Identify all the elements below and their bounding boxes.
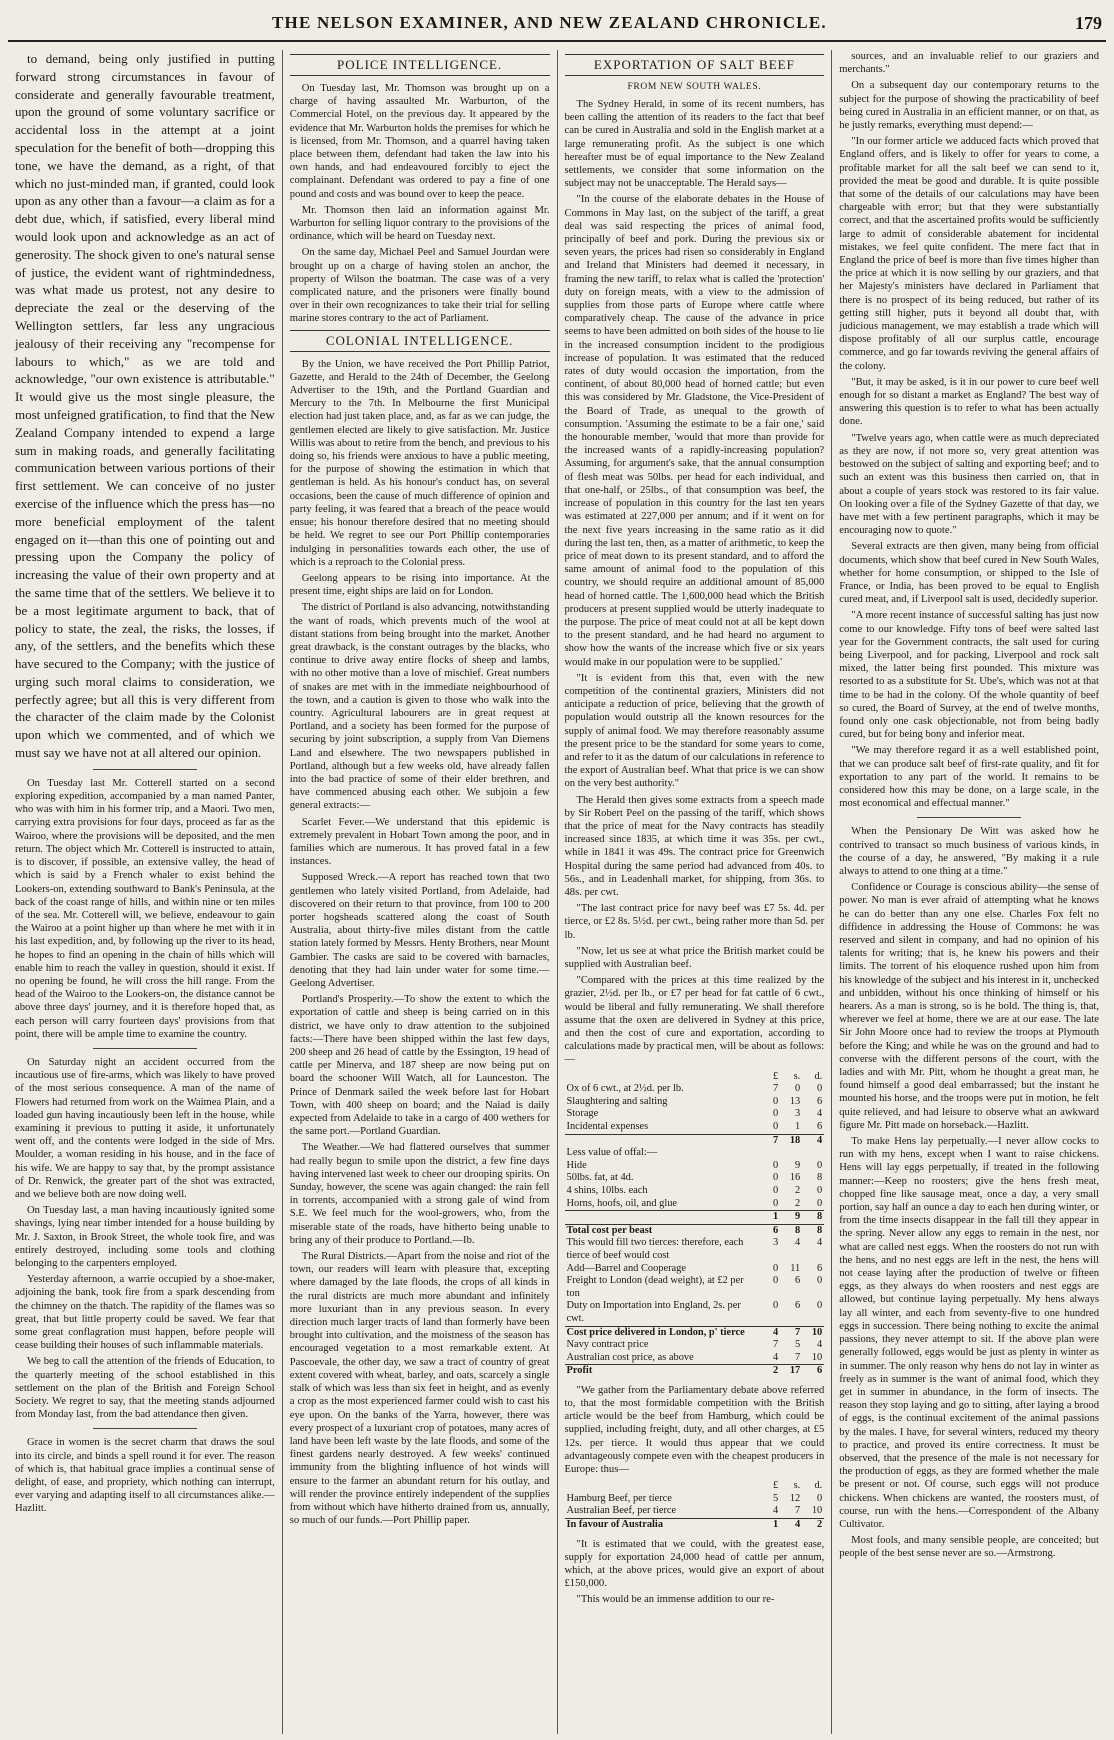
section-subheading: FROM NEW SOUTH WALES.	[627, 82, 762, 92]
amount-cell: 6	[817, 1095, 823, 1107]
row-label: Incidental expenses	[566, 1121, 649, 1132]
quote-paragraph: "In the course of the elaborate debates in the House of Commons in May last, on the subject of the tariff, a great deal was said respecting the prices of animal food, principally of beef and pork. During the previous six or seven years, the prices had risen so considerably in England and Ireland that Ministers had deemed it necessary, in framing the new tariff, to relax what is called the 'protection' duty on foreign meats, with a view to the admission of supplies from those parts of Europe where cattle where comparatively cheap. The cause of the advance in price seems to have been admitted on both sides of the house to lie in the increased consumption incident to the prodigious increase of population. It was estimated that the reduced rates of duty would occasion the importation, from the continent, of about 80,000 head of horned cattle; but even this was considered by Mr. Gladstone, the Vice-President of the Board of Trade, as unequal to the growth of consumption. 'Assuming the estimate to be a fair one,' said the honourable member, 'would that more than provide for the increased wants of a rapidly-increasing population? Assuming, for argument's sake, that the annual consumption of flesh meat was 50lbs. per head for each individual, and that one-half, or 25lbs., of that consumption was beef, the increase of population in this country for the last ten years was estimated at 227,000 per annum; and if it went on for the next five years increasing in the same ratio as it did during the last ten, then, as a matter of arithmetic, to keep the price of meat down to its present standard, and to afford the same amount of animal food to the population of this country, we should require an additional amount of 85,000 head of horned cattle. The 1,600,000 head which the British producers at present supplied would be utterly inadequate to the purpose. The price of meat could not at all be kept down to the present standard, and he had heard no argument to show how the wants of the increase which five or six years would make in our population were to be supplied.'	[564, 194, 825, 668]
table-row	[565, 1505, 825, 1518]
row-label: Profit	[565, 1365, 759, 1378]
table-row	[565, 1237, 825, 1262]
table-row	[565, 1185, 825, 1198]
quote-paragraph: "We gather from the Parliamentary debate above referred to, that the most formidable competition with the British article would be the beef from Hamburg, which could be supplied, including freight, duty, and all other charges, at £5 12s. per tierce. It would thus appear that we could advantageously compete even with the cheapest producers in Europe: thus—	[564, 1384, 825, 1476]
amount-cell: 7	[758, 1134, 780, 1147]
amount-cell: 4	[802, 1134, 824, 1147]
cost-table	[565, 1071, 825, 1378]
row-label: This would fill two tierces: therefore, each tierce of beef would cost	[566, 1237, 744, 1261]
quote-paragraph: "We may therefore regard it as a well established point, that we can produce salt beef of first-rate quality, and fit for exportation to any part of the world. It remains to be considered how this may be done, on a large scale, in the most economical and effectual manner."	[839, 745, 1099, 810]
row-label: Hamburg Beef, per tierce	[566, 1492, 672, 1504]
divider	[93, 1048, 197, 1049]
amount-cell: 1	[758, 1519, 780, 1532]
row-label: Australian Beef, per tierce	[566, 1505, 677, 1517]
amount-cell: 10	[811, 1351, 823, 1363]
amount-cell: 5	[795, 1339, 801, 1351]
news-paragraph: By the Union, we have received the Port Phillip Patriot, Gazette, and Herald to the 24th of December, the Geelong Advertiser to the 19th, and the Portland Guardian and Mercury to the 7th. In Melbourne the first Municipal election had just taken place, and, as far as we can judge, the gentlemen elected are likely to give satisfaction. Mr. Justice Willis was about to retire from the bench, and previous to his doing so, his friends were anxious to have a public meeting, for the purpose of showing the estimation in which that gentleman is held. As his honour's conduct has, on several occasions, been the cause of much difference of opinion and party feeling, it was feared that a breach of the peace would ensue; his honour therefore desired that no meeting should be held. We regret to see our Port Phillip contemporaries indulging in personalities towards each other, the use of which is a reproach to the Colonial press.	[289, 358, 550, 568]
row-label: Ox of 6 cwt., at 2½d. per lb.	[566, 1083, 684, 1095]
amount-cell: 4	[817, 1237, 823, 1249]
amount-cell: 0	[773, 1300, 779, 1312]
amount-cell: 0	[773, 1197, 779, 1209]
amount-cell: 8	[802, 1211, 824, 1225]
quote-paragraph: "A more recent instance of successful salting has just now come to our knowledge. Fifty tons of beef were salted last year for the Government contracts, the salt used for curing being Liverpool, and for packing, Liverpool and rock salt mixed, the latter being first pounded. This mixture was resorted to as a substitute for St. Ube's, which was not at that time to be had in the colony. Of the whole quantity of beef so cured, the Board of Survey, at the end of twelve months, found only one cask objectionable, not from being badly cured, but for being bony and inferior meat.	[839, 610, 1099, 741]
amount-cell: 0	[817, 1184, 823, 1196]
news-paragraph: On the same day, Michael Peel and Samuel Jourdan were brought up on a charge of having stolen an anchor, the property of Wilson the boatman. The case was of a very complicated nature, and the prisoners were finally bound over in their own recognizances to take their trial for selling marine stores contrary to the act of Parliament.	[289, 247, 550, 325]
row-label: 4 shins, 10lbs. each	[566, 1184, 648, 1196]
table-row	[565, 1147, 825, 1160]
news-paragraph: On a subsequent day our contemporary returns to the subject for the purpose of showing the practicability of beef being cured in Australia in an efficient manner, or on that, as he justly remarks, everything must depend:—	[839, 80, 1099, 132]
column-4	[832, 50, 1106, 1734]
essay-paragraph: Confidence or Courage is conscious ability—the sense of power. No man is ever afraid of attempting what he knows he can do better than any one else. Charles Fox felt no diffidence in addressing the House of Commons: he was reserved and silent in company, and had no opinion of his talents for writing; that is, he knew his powers and their limits. The torrent of his eloquence rushed upon him from his knowledge of the subject and his interest in it, unchecked and unbidden, without his once thinking of himself or his hearers. As a man is strong, so is he bold. The thing is, that, wherever we feel at home, there we are at our ease. The late Sir John Moore once had to review the troops at Plymouth before the King; and while he was on the ground and had to converse with the different persons of the court, with the ladies and with Mr. Pitt, whom he thought a great man, he found himself a good deal embarrassed; but the instant he mounted his horse, and the troops were put in motion, he felt quite relieved, and had leisure to observe what an awkward figure Mr. Pitt made on horseback.—Hazlitt.	[839, 882, 1099, 1131]
news-paragraph: Yesterday afternoon, a warrie occupied by a shoe-maker, adjoining the bank, took fire from a spark descending from the chimney on the thatch. The rapidity of the flames was so great, that but little property could be saved. We fear that some great conflagration must happen, before people will cease building their houses of such inflammable materials.	[15, 1274, 275, 1352]
amount-cell: 4	[817, 1108, 823, 1120]
amount-cell: 17	[780, 1365, 802, 1378]
row-label: Duty on Importation into England, 2s. per cwt.	[566, 1300, 741, 1324]
divider	[93, 1428, 197, 1429]
row-label: Slaughtering and salting	[566, 1095, 668, 1107]
section-heading: COLONIAL INTELLIGENCE.	[290, 330, 550, 352]
amount-cell: 2	[802, 1519, 824, 1532]
amount-cell: 0	[817, 1492, 823, 1504]
row-label: Hide	[566, 1159, 587, 1171]
columns	[8, 50, 1106, 1734]
amount-cell: 6	[758, 1224, 780, 1237]
amount-cell: 0	[773, 1172, 779, 1184]
amount-cell: 0	[773, 1262, 779, 1274]
quote-paragraph: "Now, let us see at what price the British market could be supplied with Australian beef.	[564, 945, 825, 970]
amount-cell: 6	[795, 1275, 801, 1287]
amount-cell: 8	[780, 1224, 802, 1237]
amount-cell: 1	[795, 1121, 801, 1132]
amount-cell: 3	[773, 1237, 779, 1249]
amount-cell: 4	[758, 1326, 780, 1339]
amount-cell: 0	[773, 1275, 779, 1287]
table-row	[565, 1096, 825, 1109]
row-label: Total cost per beast	[565, 1224, 759, 1237]
amount-cell	[802, 1147, 824, 1160]
column-1	[8, 50, 283, 1734]
amount-cell: 18	[780, 1134, 802, 1147]
quote-paragraph: "Twelve years ago, when cattle were as much depreciated as they are now, if not more so, very great attention was bestowed on the subject of salting and exporting beef; and to such an extent was this business then carried on, that in about a couple of years stock was restored to its fair value. On looking over a file of the Sydney Gazette of that day, we have met with a few pertinent paragraphs, which it may be encouraging now to quote."	[839, 432, 1099, 537]
page-header	[8, 6, 1106, 42]
editorial-paragraph: to demand, being only justified in putting forward strong circumstances in favour of considerate and generally favourable treatment, upon the ground of some voluntary sacrifice or accidental loss in the attempt at a joint speculation for the benefit of both—dropping this tone, we have the demand, as a right, of that which no just-minded man, if granted, could look upon as any other than a favour—a claim as for a debt due, which, if satisfied, every liberal mind would look upon and acknowledge as an act of generosity. The shock given to one's natural sense of justice, the evident want of rightmindedness, was what made us protest, not any desire to depreciate the zeal or the deserving of the Wellington settlers, far less any ungracious jealousy of their receiving any "recompense for labours to which," as we are told and acknowledge, "our own existence is attributable." It would give us the most single pleasure, the most unfeigned gratification, to find that the New Zealand Company intended to expend a large sum in making roads, and generally facilitating communication between various portions of their first settlement. We can conceive of no juster exercise of the influence which the press has—no more beneficial employment of the talent engaged on it—than this one of pointing out and pressing upon the Company the policy of increasing the value of their own property and at the same time that of the settlers. We believe it to be a most legitimate argument to back, that of policy to state, the zeal, the risks, the losses, if any, of the settlers, and the benefits which these have secured to the Company; with the justice of urging such moral claims to consideration, we perfectly agree; but all this is very different from the character of the claim made by the Colonist upon which we commented, and of which we must say we have not at all altered our opinion.	[15, 51, 275, 761]
newspaper-page	[8, 6, 1106, 1734]
amount-cell: 7	[773, 1339, 779, 1351]
table-row	[565, 1121, 825, 1134]
table-row	[565, 1352, 825, 1365]
table-row	[565, 1160, 825, 1173]
news-paragraph: The Sydney Herald, in some of its recent numbers, has been calling the attention of its readers to the fact that beef can be cured in Australia and sold in the English market at a large remunerating profit. As the subject is one which hereafter must be of equal importance to the New Zealand settlements, we consider that some information on the subject may not be unacceptable. The Herald says—	[564, 99, 825, 190]
amount-cell: s.	[793, 1480, 801, 1492]
row-label: In favour of Australia	[565, 1519, 759, 1532]
amount-cell: 10	[802, 1326, 824, 1339]
news-paragraph: On Tuesday last, Mr. Thomson was brought up on a charge of having assaulted Mr. Warburton, of the Commercial Hotel, on the previous day. It appeared by the evidence that Mr. Warburton holds the premises for which he is licensed, from Mr. Thomson, and a quarrel having taken place between them, defendant had taken the law into his own hands, and had endeavoured forcibly to eject the complainant. Defendant was ordered to pay a fine of one pound and costs and was bound over to keep the peace.	[289, 83, 550, 200]
row-label: Less value of offal:—	[566, 1147, 658, 1159]
row-label: Cost price delivered in London, p' tierce	[565, 1326, 759, 1339]
amount-cell: 0	[773, 1095, 779, 1107]
amount-cell: 4	[773, 1505, 779, 1517]
news-paragraph: The Herald then gives some extracts from a speech made by Sir Robert Peel on the passing of the tariff, which shows that the price of meat for the Navy contracts has steadily increased since 1835, at which time it was 35s. per cwt., while in 1841 it was 49s. The contract price for Greenwich Hospital during the same period had advanced from 40s. to 56s., and in Leadenhall market, for shipping, from 36s. to 48s. per cwt.	[564, 794, 825, 898]
quote-paragraph: Most fools, and many sensible people, are conceited; but people of the best sense never are so.—Armstrong.	[839, 1535, 1099, 1560]
table-row	[565, 1071, 825, 1084]
row-label	[565, 1211, 759, 1225]
table-row	[565, 1083, 825, 1096]
amount-cell: 10	[811, 1505, 823, 1517]
amount-cell: 13	[789, 1095, 801, 1107]
amount-cell: 4	[773, 1351, 779, 1363]
running-title: THE NELSON EXAMINER, AND NEW ZEALAND CHRONICLE.	[272, 13, 827, 32]
amount-cell: 2	[795, 1197, 801, 1209]
amount-cell: 7	[795, 1351, 801, 1363]
amount-cell: 0	[795, 1083, 801, 1095]
quote-paragraph: "It is estimated that we could, with the greatest ease, supply for exportation 24,000 head of cattle per annum, which, at the above prices, would give an export of about £150,000.	[564, 1538, 825, 1590]
amount-cell: s.	[793, 1070, 801, 1082]
table-row	[565, 1211, 825, 1225]
amount-cell: 2	[795, 1184, 801, 1196]
page-number: 179	[1075, 12, 1102, 33]
news-paragraph: Geelong appears to be rising into importance. At the present time, eight ships are laid on for London.	[289, 572, 550, 598]
amount-cell: 0	[817, 1197, 823, 1209]
table-row	[565, 1172, 825, 1185]
divider	[917, 817, 1021, 818]
quote-paragraph: Grace in women is the secret charm that draws the soul into its circle, and binds a spell round it for ever. The reason of which is, that habitual grace implies a continual sense of delight, of ease, and propriety, which nothing can interrupt, ever varying and adapting itself to all circumstances alike.—Hazlitt.	[15, 1437, 275, 1515]
section-heading: EXPORTATION OF SALT BEEF	[565, 54, 825, 76]
amount-cell: 6	[817, 1121, 823, 1132]
table-row	[565, 1275, 825, 1300]
news-paragraph: The district of Portland is also advancing, notwithstanding the want of roads, which prevents much of the wool at distant stations from being brought into the market. Another great drawback, is the constant outrages by the blacks, who continue to drive away entire flocks of sheep and lambs, with no other motive than a love of mischief. Great numbers of snakes are met with in the immediate neighbourhood of the town, and a caution is given to those who walk into the country. Agricultural labourers are in great request at Portland, and a society has been formed for the purpose of securing by joint subscription, a supply from Van Diemens Land and elsewhere. The two newspapers published in Portland, although but a few weeks old, have already fallen into the bad practice of some of their elder brethren, and have commenced abusing each other. We subjoin a few general extracts:—	[289, 602, 550, 812]
amount-cell: 1	[758, 1211, 780, 1225]
quote-paragraph: "The last contract price for navy beef was £7 5s. 4d. per tierce, or £2 8s. 5½d. per cwt., being rather more than 5d. per lb.	[564, 903, 825, 941]
row-label: Navy contract price	[566, 1339, 649, 1351]
amount-cell: 8	[817, 1172, 823, 1184]
column-2	[283, 50, 558, 1734]
table-row	[565, 1480, 825, 1493]
amount-cell: 0	[773, 1184, 779, 1196]
quote-paragraph: "But, it may be asked, is it in our power to cure beef well enough for so distant a market as England? The best way of answering this question is to refer to what has been actually done.	[839, 376, 1099, 428]
row-label	[565, 1480, 759, 1493]
news-paragraph: Portland's Prosperity.—To show the extent to which the exportation of cattle and sheep is being carried on in this district, we have only to draw attention to the subjoined facts:—There have been shipped within the last few days, 200 sheep and 26 head of cattle by the Essington, 19 head of cattle per Minerva, and 187 sheep are now being put on board the schooner Will Watch, all for Launceston. The Prince of Denmark sailed the week before last for Hobart Town, with 400 sheep on board; and the Naiad is daily expected from Adelaide to take in a cargo of 400 wethers for the same port.—Portland Guardian.	[289, 994, 550, 1138]
amount-cell	[758, 1147, 780, 1160]
amount-cell: 4	[795, 1237, 801, 1249]
amount-cell: 7	[795, 1505, 801, 1517]
news-paragraph: The Rural Districts.—Apart from the noise and riot of the town, our readers will learn with pleasure that, excepting where damaged by the late floods, the crops of all kinds in the rural districts are much more abundant and infinitely more luxuriant than in any previous season. In every direction much larger tracts of land than formerly have been brought into cultivation, and the moistness of the season has encouraged vegetation to a most remarkable extent. At Pascoevale, the other day, we saw a tract of country of great extent covered with wheat, barley, and oats, scarcely a single stalk of which was less than six feet in height, and as evenly a crop as the most experienced farmer could wish to cast his eye upon. On the banks of the Yarra, however, there was every prospect of a luxuriant crop of potatoes, many acres of land have been left waste by the late floods, and some of the finest gardens nearly destroyed. A few weeks' continued immunity from the blighting influence of hot winds will ensure to the farmer an abundant return for his outlay, and will render the province entirely independent of the supplies from without which have hitherto drained from us, annually, so much of our funds.—Port Phillip paper.	[289, 1251, 550, 1527]
amount-cell: 12	[789, 1492, 801, 1504]
quote-paragraph: "This would be an immense addition to our re-	[576, 1594, 775, 1606]
row-label	[565, 1134, 759, 1147]
section-heading: POLICE INTELLIGENCE.	[290, 54, 550, 76]
column-3	[558, 50, 833, 1734]
news-paragraph: On Saturday night an accident occurred from the incautious use of fire-arms, which was likely to have proved of the most serious consequence. A man of the name of Flowers had returned from work on the Waimea Plain, and a loaded gun having incautiously been left in the house, while examining it previous to putting it aside, it unfortunately went off, and the contents were lodged in the side of Mrs. Moulder, a woman residing in his house, and in the face of his wife. We are happy to say that, by the prompt assistance of Dr. Renwick, the greater part of the shot was extracted, and we believe both are now doing well.	[15, 1056, 275, 1200]
table-row	[565, 1365, 825, 1378]
amount-cell: £	[773, 1070, 779, 1082]
amount-cell: 6	[817, 1262, 823, 1274]
news-paragraph: Supposed Wreck.—A report has reached town that two gentlemen who lately visited Portland, from Adelaide, had discovered on their return to that province, from 100 to 200 porter hogsheads scattered along the coast of South Australia, about thirty-five miles distant from the cattle station lately formed by Messrs. Henty Brothers, near Mount Gambier. The casks are said to be covered with barnacles, denoting that they had lain under water for some time.—Geelong Advertiser.	[289, 872, 550, 989]
news-paragraph: On Tuesday last, a man having incautiously ignited some shavings, lying near timber intended for a house building by Mr. J. Saxton, in Brook Street, the whole took fire, and was entirely destroyed, including some tools and clothing belonging to the carpenters employed.	[15, 1205, 275, 1269]
quote-paragraph: "In our former article we adduced facts which proved that England offers, and is likely to offer for years to come, a profitable market for all the salt beef we can send to it, provided the meat be good and durable. It is quite possible that some of the details of our calculations may have been chargeable with error; but that they were substantially correct, and that the ascertained profits would be sufficiently large to admit of considerable abatement for incidental mistakes, we feel quite confident. The mere fact that in England the price of beef is more than five times higher than the price at which it is now selling by our graziers, and that her Majesty's ministers have declared in Parliament that there is no prospect of its being reduced, but rather of its getting still higher, puts it beyond all doubt that, with judicious management, we may establish a trade which will dispose profitably of all our surplus cattle, encourage commerce, and go far towards reviving the general affairs of the colony.	[839, 136, 1099, 372]
table-row	[565, 1339, 825, 1352]
amount-cell: 11	[790, 1262, 801, 1274]
news-paragraph: The Weather.—We had flattered ourselves that summer had really begun to smile upon the district, a few fine days having intervened last week to cheer our drooping spirits. On Sunday, however, the scene was again changed: the rain fell in torrents, accompanied with a strong gale of wind from S.E. We feel much for the wool-growers, who, from the miserable state of the roads, have hitherto being unable to bring any of their produce to Portland.—Ib.	[289, 1142, 550, 1246]
amount-cell: 9	[780, 1211, 802, 1225]
table-row	[565, 1134, 825, 1147]
amount-cell	[780, 1147, 802, 1160]
amount-cell: 2	[758, 1365, 780, 1378]
amount-cell: £	[773, 1480, 779, 1492]
amount-cell: 0	[773, 1159, 779, 1171]
table-row	[565, 1198, 825, 1211]
row-label: Freight to London (dead weight), at £2 per ton	[566, 1275, 744, 1299]
amount-cell: 0	[817, 1159, 823, 1171]
table-row	[565, 1326, 825, 1339]
amount-cell: 6	[795, 1300, 801, 1312]
amount-cell: 0	[817, 1275, 823, 1287]
news-paragraph: Scarlet Fever.—We understand that this epidemic is extremely prevalent in Hobart Town among the poor, and in families which are numerous. It has proved fatal in a few instances.	[289, 816, 550, 868]
row-label: Add—Barrel and Cooperage	[566, 1262, 686, 1274]
row-label: 50lbs. fat, at 4d.	[566, 1172, 634, 1184]
amount-cell: 0	[817, 1300, 823, 1312]
amount-cell: 4	[780, 1519, 802, 1532]
amount-cell: 6	[802, 1365, 824, 1378]
news-paragraph: On Tuesday last Mr. Cotterell started on a second exploring expedition, accompanied by a man named Panter, who was with him in his former trip, and a Maori. Two men, carrying extra provisions for four days, proceed as far as the Wairoo, where the provisions will be deposited, and the men return. The object which Mr. Cotterell is instructed to attain, is to discover, if possible, an extensive valley, the head of which is said by a French whaler to exist behind the Lookers-on, extending southward to Bank's Peninsula, at the back of the coast range of hills, and within nine or ten miles of the sea. Mr. Cotterell will, we believe, endeavour to gain the Wairoo at a point higher up than where he met with it in his last expedition, and, by following up the river to its head, he hopes to find an opening in the chain of hills which will enable him to reach the valley in question, should it exist. If no opening be found, he will cross the hill range. From the head of the Wairoo to the Lookers-on, the distance cannot be above three days' journey, and it is therefore hoped that, as each person will carry fourteen days' provisions from that point, there will be ample time to examine the country.	[15, 777, 275, 1040]
amount-cell: 8	[802, 1224, 824, 1237]
table-row	[565, 1224, 825, 1237]
quote-paragraph: "It is evident from this that, even with the new competition of the continental graziers, Ministers did not anticipate a reduction of price, believing that the growth of population would outstrip all the known resources for the supply of animal food. We may therefore reasonably assume the present price to be the standard for some years to come, and refer to it as the datum of our calculations in reference to the export of Australian beef. What that price is we can show on the very best authority."	[564, 672, 825, 790]
anecdote-paragraph: When the Pensionary De Witt was asked how he contrived to transact so much business of various kinds, in the course of a day, he answered, "By making it a rule always to attend to one thing at a time."	[839, 826, 1099, 877]
amount-cell: 3	[795, 1108, 801, 1120]
news-paragraph: We beg to call the attention of the friends of Education, to the quarterly meeting of the school established in this settlement on the plan of the British and Foreign School Society. We regret to say, that the meeting stands adjourned from Monday last, from the bad attendance then given.	[15, 1356, 275, 1421]
amount-cell: d.	[814, 1070, 823, 1082]
divider	[93, 769, 197, 770]
row-label	[565, 1071, 759, 1084]
comparison-table	[565, 1480, 825, 1531]
row-label: Australian cost price, as above	[566, 1351, 694, 1363]
amount-cell: 7	[780, 1326, 802, 1339]
amount-cell: 7	[773, 1083, 779, 1095]
amount-cell: 0	[817, 1083, 823, 1095]
quote-paragraph: sources, and an invaluable relief to our graziers and merchants."	[839, 51, 1099, 76]
table-row	[565, 1108, 825, 1121]
amount-cell: 9	[795, 1159, 801, 1171]
table-row	[565, 1300, 825, 1326]
amount-cell: d.	[814, 1480, 823, 1492]
row-label: Horns, hoofs, oil, and glue	[566, 1197, 678, 1209]
amount-cell: 5	[773, 1492, 779, 1504]
news-paragraph: Several extracts are then given, many being from official documents, which show that beef cured in New South Wales, whether for home consumption, or shipped to the Isle of France, or India, has been proved to be equal to English cured meat, and, if Liverpool salt is used, decidedly superior.	[839, 541, 1099, 606]
amount-cell: 4	[817, 1339, 823, 1351]
table-row	[565, 1519, 825, 1532]
quote-paragraph: "Compared with the prices at this time realized by the grazier, 2½d. per lb., or £7 per head for fat cattle of 6 cwt., would be liberal and fully remunerating. We shall therefore assume that the oxen are delivered in Sydney at this price, and then the cost of cure and exportation, according to calculations made by practical men, will be about as follows:—	[564, 975, 825, 1066]
news-paragraph: Mr. Thomson then laid an information against Mr. Warburton for selling liquor contrary to the provisions of the ordinance, which will be heard on Tuesday next.	[289, 204, 550, 243]
table-row	[565, 1493, 825, 1506]
amount-cell: 0	[773, 1108, 779, 1120]
amount-cell: 0	[773, 1121, 779, 1132]
advice-paragraph: To make Hens lay perpetually.—I never allow cocks to run with my hens, except when I want to raise chickens. Hens will lay eggs perpetually, if treated in the following manner:—Keep no roosters; give the hens fresh meat, chopped fine like sausage meat, once a day, a very small portion, say half an ounce a day to each hen during winter, or from the time insects disappear in the fall till they appear in the spring. Never allow any eggs to remain in the nest, nor what are called nest eggs. When the roosters do not run with the hens, and no nest eggs are left in the nest, the hens will not cease laying after the production of twelve or fifteen eggs, as they always do when roosters and nest eggs are allowed, but continue laying perpetually. My hens always lay all winter, and each from seventy-five to one hundred eggs in succession. There being nothing to excite the animal passions, they never attempt to sit. If the above plan were generally followed, eggs would be just as plenty in winter as in summer. The only reason why hens do not lay in winter as freely as in summer is the want of animal food, which they get in summer in abundance, in the form of insects. The reason they stop laying and go to sitting, after laying a brood of eggs, is the continual excitement of the animal passions by the males. I have, for several winters, reduced my theory to practice, and proved its entire correctness. It must be observed, that the presence of the male is not necessary for the production of eggs, as they are formed whether the male be present or not. Of course, such eggs will not produce chickens. When chickens are wanted, the roosters must, of course, run with the hens.—Correspondent of the Albany Cultivator.	[839, 1136, 1099, 1530]
amount-cell: 16	[789, 1172, 801, 1184]
row-label: Storage	[566, 1108, 599, 1120]
table-row	[565, 1263, 825, 1276]
